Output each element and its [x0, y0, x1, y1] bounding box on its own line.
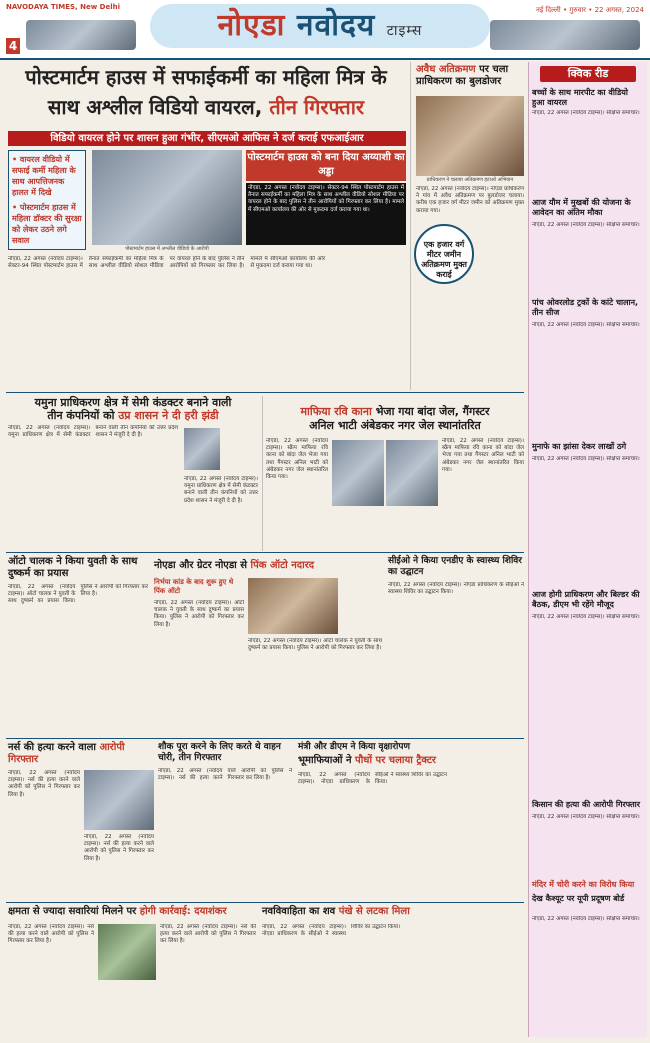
mafia-headline-red: माफिया रवि काना — [300, 405, 372, 418]
mafia-photo-1 — [332, 440, 384, 506]
tree-headline-red: पौधों पर चलाया ट्रैक्टर — [355, 755, 436, 766]
yamuna-headline-line2: तीन कंपनियों को — [47, 409, 115, 422]
tree-headline — [298, 755, 524, 767]
title-noida: नोएडा — [217, 8, 286, 43]
nurse-body: नोएडा, 22 अगस्त (नवोदय टाइम्स)। नर्स की हत्या करने वाले आरोपी को पुलिस ने गिरफ्तार कर लिया है। — [8, 770, 80, 798]
mafia-headline-line2: अनिल भाटी अंबेडकर नगर जेल स्थानांतरित — [309, 419, 481, 432]
lead-headline-red: तीन गिरफ्तार — [269, 95, 365, 119]
lead-body-text: नोएडा, 22 अगस्त (नवोदय टाइम्स)। सेक्टर-94 स्थित पोस्टमार्टम हाउस में तैनात सफाईकर्मी का महिला मित्र के साथ अश्लील वीडियो सोशल मीडिया पर वायरल होने के बाद पुलिस ने तीन आरोपियों को गिरफ्तार कर लिया है। मामले में सीएमओ कार्यालय की ओर से मुकदमा दर्ज कराया गया था। — [8, 256, 326, 270]
title-navodaya: नवोदय — [296, 8, 376, 43]
pink-auto-body-2: नोएडा, 22 अगस्त (नवोदय टाइम्स)। ऑटो चालक ने युवती के साथ दुष्कर्म का प्रयास किया। पुलिस ने आरोपी को गिरफ्तार कर लिया है। — [248, 638, 382, 652]
encroachment-circle: एक हजार वर्ग मीटर जमीन अतिक्रमण मुक्त कराई — [414, 224, 474, 284]
encroachment-headline-red: अवैध अतिक्रमण — [416, 64, 476, 75]
sidebar-item-2-body: नोएडा, 22 अगस्त (नवोदय टाइम्स)। संक्षिप्त समाचार। — [532, 222, 640, 228]
pink-auto-body: नोएडा, 22 अगस्त (नवोदय टाइम्स)। ऑटो चालक ने युवती के साथ दुष्कर्म का प्रयास किया। पुलिस ने आरोपी को गिरफ्तार कर लिया है। — [154, 600, 244, 628]
pink-auto-headline-red: पिंक ऑटो नदारद — [250, 560, 315, 571]
pink-auto-headline-text: नोएडा और ग्रेटर नोएडा से — [154, 560, 247, 571]
masthead-city-image-left — [26, 20, 136, 50]
mafia-body: नोएडा, 22 अगस्त (नवोदय टाइम्स)। स्क्रैप माफिया रवि काना को बांदा जेल भेजा गया तथा गैंगस्टर अनिल भाटी को अंबेडकर नगर जेल स्थानांतरित किया गया। — [266, 438, 328, 481]
sidebar-item-2: आज यौम में मुखबों की योजना के आवेदन का अंतिम मौका — [532, 198, 631, 217]
sidebar-item-6: किसान की हत्या की आरोपी गिरफ्तार — [532, 800, 640, 809]
masthead-city-image-right — [490, 20, 640, 50]
lead-headline-line2: साथ अश्लील विडियो वायरल, — [47, 95, 263, 119]
theft-body: नोएडा, 22 अगस्त (नवोदय टाइम्स)। नर्स की हत्या करने वाले आरोपी को पुलिस ने गिरफ्तार कर लिया है। — [158, 768, 292, 782]
lead-bullet-1: • वायरल वीडियो में सफाई कर्मी महिला के साथ आपत्तिजनक हालत में दिखे — [12, 155, 76, 197]
bride-headline-red: पंखे से लटका मिला — [338, 906, 410, 917]
mafia-body-2: नोएडा, 22 अगस्त (नवोदय टाइम्स)। स्क्रैप माफिया रवि काना को बांदा जेल भेजा गया तथा गैंगस्टर अनिल भाटी को अंबेडकर नगर जेल स्थानांतरित किया गया। — [442, 438, 524, 473]
encroachment-headline — [416, 64, 524, 88]
column-divider — [410, 62, 411, 390]
sidebar-item-5-body: नोएडा, 22 अगस्त (नवोदय टाइम्स)। संक्षिप्त समाचार। — [532, 614, 640, 620]
yamuna-body: नोएडा, 22 अगस्त (नवोदय टाइम्स)। यमुना प्राधिकरण क्षेत्र में सेमी कंडक्टर बनाने वाली तीन कंपनियों को उत्तर प्रदेश शासन ने मंजूरी दे दी है। — [8, 425, 178, 439]
sidebar-item-8-body: नोएडा, 22 अगस्त (नवोदय टाइम्स)। संक्षिप्त समाचार। — [532, 916, 640, 922]
yamuna-body-2: नोएडा, 22 अगस्त (नवोदय टाइम्स)। यमुना प्राधिकरण क्षेत्र में सेमी कंडक्टर बनाने वाली तीन कंपनियों को उत्तर प्रदेश शासन ने मंजूरी दे दी है। — [184, 476, 258, 504]
section-rule — [6, 552, 524, 553]
vehicles-headline — [8, 906, 256, 918]
section-rule — [6, 392, 524, 393]
nurse-headline — [8, 742, 152, 766]
lead-inset-headline: पोस्टमार्टम हाउस को बना दिया अय्याशी का अड्डा — [246, 150, 406, 181]
yamuna-headline-line1: यमुना प्राधिकरण क्षेत्र में सेमी कंडक्टर बनाने वाली — [34, 396, 232, 409]
mafia-headline — [266, 405, 524, 433]
tree-body: नोएडा, 22 अगस्त (नवोदय टाइम्स)। नोएडा प्राधिकरण के सीईओ ने स्वास्थ्य शिविर का उद्घाटन किया। — [298, 772, 447, 786]
nurse-headline-red: आरोपी गिरफ्तार — [8, 742, 125, 765]
lead-bullet-2: • पोस्टमार्टम हाउस में महिला डॉक्टर की सुरक्षा को लेकर उठने लगे सवाल — [12, 203, 82, 245]
tree-headline-1: मंत्री और डीएम ने किया वृक्षारोपण — [298, 742, 410, 752]
bride-body: नोएडा, 22 अगस्त (नवोदय टाइम्स)। नोएडा प्राधिकरण के सीईओ ने स्वास्थ्य शिविर का उद्घाटन किया। — [262, 924, 401, 938]
column-divider — [262, 396, 263, 551]
sidebar-item-1: बच्चों के साथ मारपीट का वीडियो हुआ वायरल — [532, 88, 628, 107]
yamuna-headline-red: उप्र शासन ने दी हरी झंडी — [118, 409, 219, 422]
yamuna-headline — [8, 396, 258, 422]
lead-photo-caption: पोस्टमार्टम हाउस में अश्लील वीडियो के आरोपी — [125, 246, 209, 252]
bride-headline-text: नवविवाहिता का शव — [262, 906, 336, 917]
lead-body — [8, 256, 406, 386]
section-rule — [6, 738, 524, 739]
sidebar-item-4-body: नोएडा, 22 अगस्त (नवोदय टाइम्स)। संक्षिप्त समाचार। — [532, 456, 640, 462]
nurse-body-2: नोएडा, 22 अगस्त (नवोदय टाइम्स)। नर्स की हत्या करने वाले आरोपी को पुलिस ने गिरफ्तार कर लिया है। — [84, 834, 154, 862]
bulldozer-photo — [416, 96, 524, 176]
yamuna-portrait — [184, 428, 220, 470]
encroachment-body: नोएडा, 22 अगस्त (नवोदय टाइम्स)। नोएडा प्राधिकरण ने गांव में अवैध अतिक्रमण पर बुलडोजर चलाया। करीब एक हजार वर्ग मीटर जमीन को अतिक्रमण मुक्त कराया गया। — [416, 186, 524, 214]
title-times: टाइम्स — [386, 23, 423, 39]
mafia-headline-line1: भेजा गया बांदा जेल, गैंगस्टर — [375, 405, 490, 418]
ceo-headline: सीईओ ने किया एनडीए के स्वास्थ्य शिविर का उद्घाटन — [388, 556, 522, 577]
pink-auto-photo — [248, 578, 338, 634]
tree-headline-text: भूमाफियाओं ने — [298, 755, 352, 766]
auto-body: नोएडा, 22 अगस्त (नवोदय टाइम्स)। ऑटो चालक ने युवती के साथ दुष्कर्म का प्रयास किया। पुलिस ने आरोपी को गिरफ्तार कर लिया है। — [8, 584, 148, 605]
nurse-photo — [84, 770, 154, 830]
section-rule — [6, 902, 524, 903]
sidebar-item-6-body: नोएडा, 22 अगस्त (नवोदय टाइम्स)। संक्षिप्त समाचार। — [532, 814, 640, 820]
lead-headline — [6, 62, 406, 128]
lead-inset-text: नोएडा, 22 अगस्त (नवोदय टाइम्स)। सेक्टर-94 स्थित पोस्टमार्टम हाउस में तैनात सफाईकर्मी का महिला मित्र के साथ अश्लील वीडियो सोशल मीडिया पर वायरल होने के बाद पुलिस ने तीन आरोपियों को गिरफ्तार कर लिया है। मामले में सीएमओ कार्यालय की ओर से मुकदमा दर्ज कराया गया था। — [246, 183, 406, 245]
date-line: नई दिल्ली • गुरुवार • 22 अगस्त, 2024 — [535, 6, 644, 14]
sidebar-item-8: देख कैश्यूट पर यूपी प्रदूषण बोर्ड — [532, 894, 625, 903]
vehicles-headline-text: क्षमता से ज्यादा सवारियां मिलने पर — [8, 906, 137, 917]
sidebar-item-7: मंदिर में चोरी करने का विरोध किया — [532, 880, 635, 889]
page-number: 4 — [6, 38, 20, 54]
lead-headline-line1: पोस्टमार्टम हाउस में सफाईकर्मी का महिला मित्र के — [25, 65, 387, 89]
auto-headline: ऑटो चालक ने किया युवती के साथ दुष्कर्म का प्रयास — [8, 556, 138, 579]
sidebar-item-4: मुनाफे का झांसा देकर लाखों ठगे — [532, 442, 627, 451]
lead-photo — [92, 150, 242, 245]
bulldozer-caption: प्राधिकरण ने चलाया अतिक्रमण हटाओ अभियान — [426, 177, 514, 183]
nurse-headline-text: नर्स की हत्या करने वाला — [8, 742, 96, 753]
mafia-photo-2 — [386, 440, 438, 506]
ceo-body: नोएडा, 22 अगस्त (नवोदय टाइम्स)। नोएडा प्राधिकरण के सीईओ ने स्वास्थ्य शिविर का उद्घाटन किया। — [388, 582, 524, 596]
vehicles-body-2: नोएडा, 22 अगस्त (नवोदय टाइम्स)। नर्स की हत्या करने वाले आरोपी को पुलिस ने गिरफ्तार कर लिया है। — [160, 924, 256, 945]
theft-headline: शौक पूरा करने के लिए करते थे वाहन चोरी, तीन गिरफ्तार — [158, 742, 281, 763]
sidebar-item-3: पांच ओवरलोड ट्रकों के कांटे चालान, तीन सीज — [532, 298, 639, 317]
edition-label: NAVODAYA TIMES, New Delhi — [6, 3, 120, 11]
pink-auto-headline — [154, 560, 382, 572]
bride-headline — [262, 906, 524, 918]
vehicles-photo — [98, 924, 156, 980]
lead-subhead: विडियो वायरल होने पर शासन हुआ गंभीर, सीएमओ आफिस ने दर्ज कराई एफआईआर — [8, 131, 406, 146]
sidebar-item-3-body: नोएडा, 22 अगस्त (नवोदय टाइम्स)। संक्षिप्त समाचार। — [532, 322, 640, 328]
quick-read-heading: क्विक रीड — [540, 66, 636, 82]
lead-bullets — [8, 150, 86, 250]
pink-auto-sub: निर्भया कांड के बाद शुरू हुए थे पिंक ऑटो — [154, 578, 234, 595]
encroachment-headline-rest: पर चला प्राधिकरण का बुलडोजर — [416, 64, 509, 87]
vehicles-headline-red: होगी कार्रवाई: दयाशंकर — [139, 906, 227, 917]
vehicles-body: नोएडा, 22 अगस्त (नवोदय टाइम्स)। नर्स की हत्या करने वाले आरोपी को पुलिस ने गिरफ्तार कर लिया है। — [8, 924, 94, 945]
sidebar-item-1-body: नोएडा, 22 अगस्त (नवोदय टाइम्स)। संक्षिप्त समाचार। — [532, 110, 640, 116]
sidebar-item-5: आज होगी प्राधिकरण और बिल्डर की बैठक, डीएम भी रहेंगे मौजूद — [532, 590, 640, 609]
newspaper-title — [150, 4, 490, 48]
